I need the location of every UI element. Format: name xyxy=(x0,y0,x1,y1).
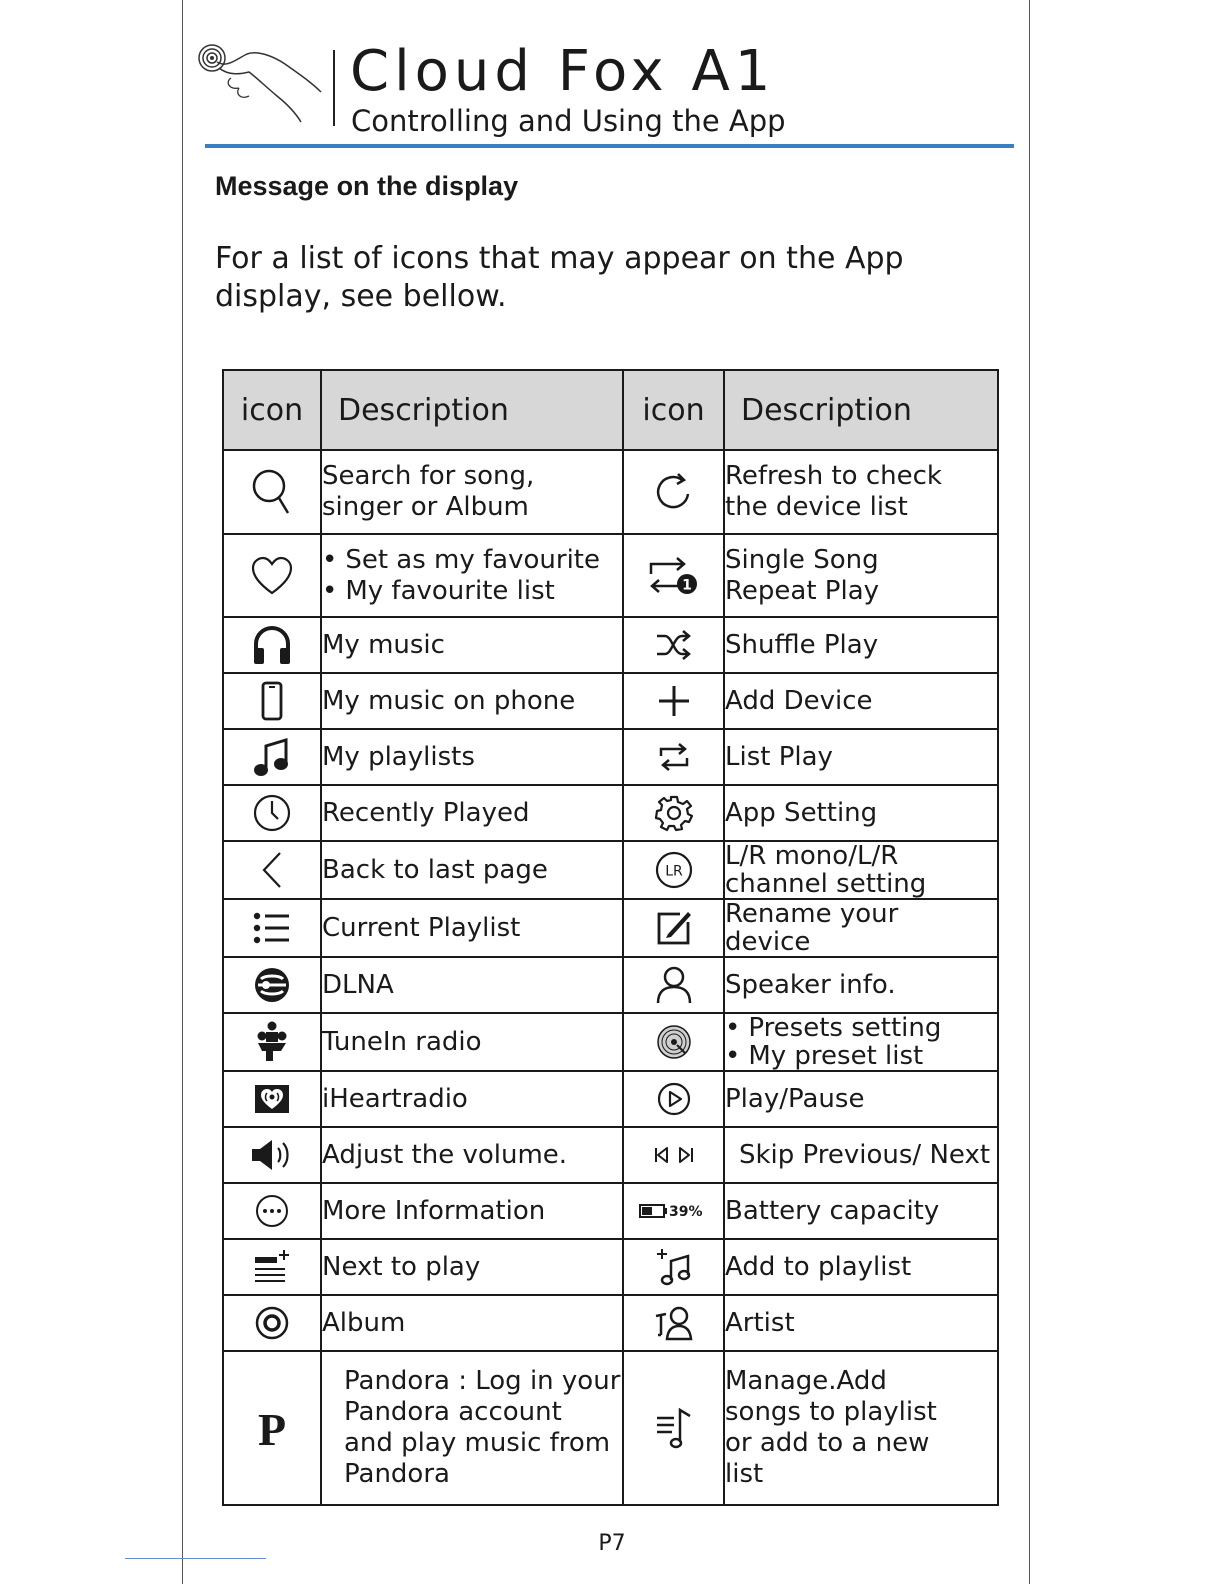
table-row xyxy=(223,1239,998,1295)
page-number: P7 xyxy=(598,1531,626,1556)
header-icon-right: icon xyxy=(623,370,724,450)
table-row xyxy=(223,450,998,534)
add-to-playlist-icon xyxy=(654,1247,694,1287)
description-line: Rename your xyxy=(725,899,899,929)
page-left-border xyxy=(182,0,183,1584)
hand-touch-logo-icon xyxy=(195,38,330,128)
page-subtitle: Controlling and Using the App xyxy=(351,104,786,138)
description-cell: Album xyxy=(321,1295,623,1351)
table-row xyxy=(223,1127,998,1183)
refresh-icon xyxy=(652,468,696,516)
user-icon xyxy=(655,965,693,1005)
table-row xyxy=(223,1013,998,1071)
play-pause-icon xyxy=(655,1080,693,1118)
description-line: L/R mono/L/R xyxy=(725,841,899,871)
repeat-one-icon xyxy=(647,554,701,598)
description-cell: iHeartradio xyxy=(321,1071,623,1127)
manage-playlist-icon xyxy=(654,1406,694,1450)
list-repeat-icon xyxy=(656,740,692,774)
description-cell: My music xyxy=(321,617,623,673)
search-icon xyxy=(250,467,294,517)
page-right-border xyxy=(1029,0,1030,1584)
table-row xyxy=(223,617,998,673)
header-description-right: Description xyxy=(724,370,998,450)
skip-prev-next-icon xyxy=(652,1145,696,1165)
description-cell: Speaker info. xyxy=(724,957,998,1013)
battery-percent: 39% xyxy=(668,1204,703,1220)
description-cell: More Information xyxy=(321,1183,623,1239)
page-title: Cloud Fox A1 xyxy=(350,39,776,104)
description-line: Repeat Play xyxy=(725,575,880,606)
more-icon xyxy=(254,1193,290,1229)
chevron-left-icon xyxy=(258,850,286,890)
table-row xyxy=(223,1071,998,1127)
edit-icon xyxy=(654,908,694,948)
description-line: Search for song, xyxy=(322,461,535,491)
gear-icon xyxy=(655,794,693,832)
description-line: list xyxy=(725,1459,764,1489)
next-to-play-icon xyxy=(252,1249,292,1285)
battery-icon xyxy=(638,1201,710,1221)
table-row xyxy=(223,957,998,1013)
description-line: the device list xyxy=(725,492,908,522)
heart-icon xyxy=(250,555,294,597)
description-line: Pandora xyxy=(344,1459,450,1489)
table-header-row xyxy=(223,370,998,450)
table-row xyxy=(223,899,998,957)
description-line: • My preset list xyxy=(725,1042,997,1070)
volume-icon xyxy=(250,1137,294,1173)
table-row xyxy=(223,1295,998,1351)
header-rule xyxy=(205,144,1014,148)
description-line: device xyxy=(725,927,811,957)
dlna-icon xyxy=(252,965,292,1005)
description-cell: TuneIn radio xyxy=(321,1013,623,1071)
phone-icon xyxy=(260,681,284,721)
description-line: • My favourite list xyxy=(322,576,622,607)
description-line: channel setting xyxy=(725,869,927,899)
description-cell: My playlists xyxy=(321,729,623,785)
table-row xyxy=(223,841,998,899)
headphones-icon xyxy=(251,624,293,666)
description-cell: Shuffle Play xyxy=(724,617,998,673)
header-description-left: Description xyxy=(321,370,623,450)
description-cell: DLNA xyxy=(321,957,623,1013)
description-line: songs to playlist xyxy=(725,1397,937,1427)
pandora-icon xyxy=(250,1403,294,1453)
table-row xyxy=(223,1351,998,1505)
iheartradio-icon xyxy=(254,1084,290,1114)
lr-badge: LR xyxy=(664,863,683,880)
description-cell: App Setting xyxy=(724,785,998,841)
header-icon-left: icon xyxy=(223,370,321,450)
description-line: and play music from xyxy=(344,1428,611,1458)
preset-disc-icon xyxy=(655,1023,693,1061)
footer-line xyxy=(125,1558,266,1559)
table-row xyxy=(223,534,998,617)
description-cell: Play/Pause xyxy=(724,1071,998,1127)
description-line: Single Song xyxy=(725,544,879,575)
description-line: Pandora : Log in your xyxy=(344,1366,621,1396)
description-line: singer or Album xyxy=(322,492,529,522)
section-heading: Message on the display xyxy=(215,171,519,201)
description-cell: List Play xyxy=(724,729,998,785)
description-line: or add to a new xyxy=(725,1428,930,1458)
description-line: Pandora account xyxy=(344,1397,562,1427)
icon-table xyxy=(222,369,999,1506)
description-cell: Battery capacity xyxy=(724,1183,998,1239)
description-cell: Current Playlist xyxy=(321,899,623,957)
lr-channel-icon xyxy=(654,850,694,890)
table-row xyxy=(223,785,998,841)
repeat-one-badge: 1 xyxy=(681,577,692,593)
description-line: • Set as my favourite xyxy=(322,545,622,576)
description-cell: Add Device xyxy=(724,673,998,729)
description-cell: Add to playlist xyxy=(724,1239,998,1295)
table-row xyxy=(223,729,998,785)
description-line: • Presets setting xyxy=(725,1014,997,1042)
description-cell: Back to last page xyxy=(321,841,623,899)
description-line: Manage.Add xyxy=(725,1366,887,1396)
tunein-icon xyxy=(253,1021,291,1063)
artist-icon xyxy=(653,1305,695,1341)
plus-icon xyxy=(656,683,692,719)
table-row xyxy=(223,1183,998,1239)
clock-icon xyxy=(251,792,293,834)
album-icon xyxy=(254,1305,290,1341)
list-icon xyxy=(252,911,292,945)
description-line: Refresh to check xyxy=(725,461,942,491)
shuffle-icon xyxy=(654,628,694,662)
description-cell: Recently Played xyxy=(321,785,623,841)
header-divider xyxy=(333,50,335,126)
music-note-icon xyxy=(252,736,292,778)
description-cell: Adjust the volume. xyxy=(321,1127,623,1183)
pandora-letter: P xyxy=(257,1404,287,1453)
description-cell: Next to play xyxy=(321,1239,623,1295)
table-row xyxy=(223,673,998,729)
description-cell: My music on phone xyxy=(321,673,623,729)
page-header xyxy=(195,38,1015,150)
intro-text: For a list of icons that may appear on the App display, see bellow. xyxy=(215,241,904,314)
description-cell: Skip Previous/ Next xyxy=(724,1127,998,1183)
description-cell: Artist xyxy=(724,1295,998,1351)
